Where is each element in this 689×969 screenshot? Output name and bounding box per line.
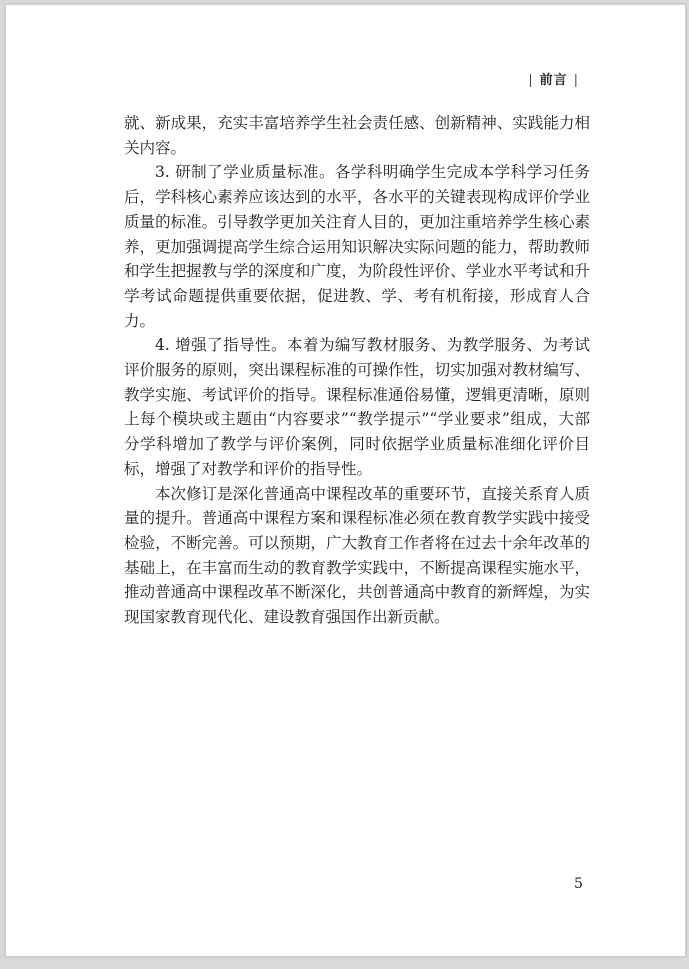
header-divider-right: | <box>573 73 579 88</box>
page-number: 5 <box>574 876 583 892</box>
header-divider-left: | <box>528 73 534 88</box>
paragraph-conclusion: 本次修订是深化普通高中课程改革的重要环节，直接关系育人质量的提升。普通高中课程方案和课程标准必须在教育教学实践中接受检验，不断完善。可以预期，广大教育工作者将在过去十余年改革的基础上，在丰富而生动的教育教学实践中，不断提高课程实施水平，推动普通高中课程改革不断深化，共创普通高中教育的新辉煌，为实现国家教育现代化、建设教育强国作出新贡献。 <box>124 484 590 627</box>
header-title: 前言 <box>539 73 568 88</box>
running-header <box>522 69 585 88</box>
paragraph-item-4: 4. 增强了指导性。本着为编写教材服务、为教学服务、为考试评价服务的原则，突出课程标准的可操作性，切实加强对教材编写、教学实施、考试评价的指导。课程标准通俗易懂，逻辑更清晰，原则上每个模块或主题由“内容要求”“教学提示”“学业要求”组成，大部分学科增加了教学与评价案例，同时依据学业质量标准细化评价目标，增强了对教学和评价的指导性。 <box>124 336 590 478</box>
document-page <box>5 4 686 957</box>
body-text <box>124 111 590 630</box>
paragraph-item-3: 3. 研制了学业质量标准。各学科明确学生完成本学科学习任务后，学科核心素养应该达到的水平，各水平的关键表现构成评价学业质量的标准。引导教学更加关注育人目的，更加注重培养学生核心素养，更加强调提高学生综合运用知识解决实际问题的能力，帮助教师和学生把握教与学的深度和广度，为阶段性评价、学业水平考试和升学考试命题提供重要依据，促进教、学、考有机衔接，形成育人合力。 <box>124 163 590 330</box>
paragraph-continuation: 就、新成果，充实丰富培养学生社会责任感、创新精神、实践能力相关内容。 <box>124 114 590 157</box>
